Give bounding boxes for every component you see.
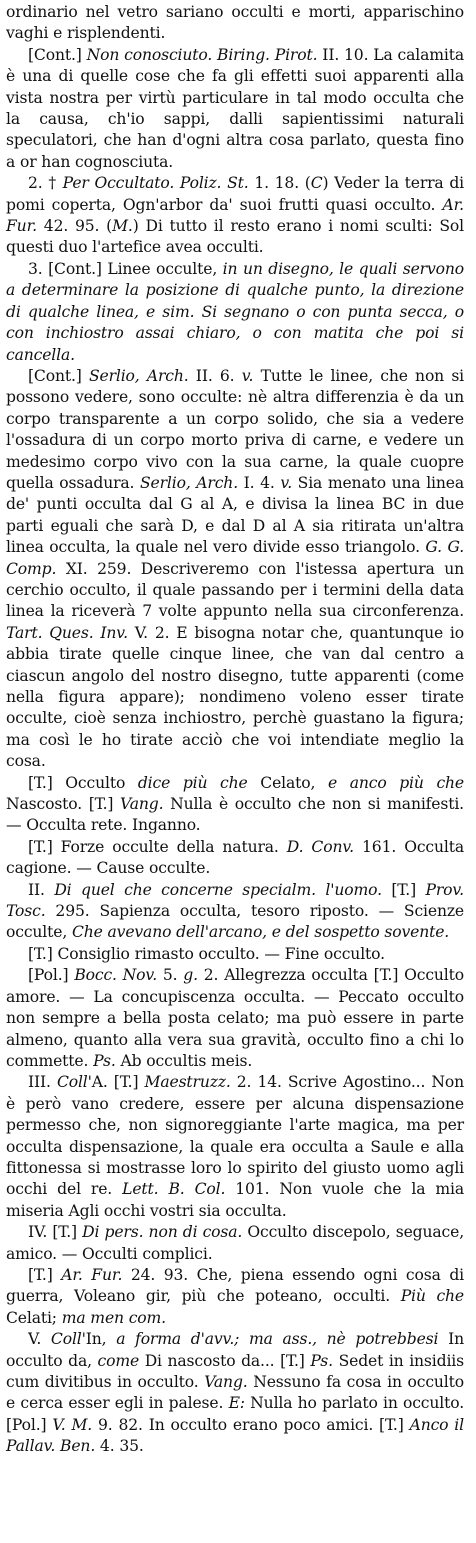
italic-text: Per Occultato. Poliz. St. (62, 174, 249, 193)
entry-paragraph-p1 (6, 2, 464, 45)
entry-paragraph-p5 (6, 366, 464, 773)
italic-text: Vang. (204, 1373, 248, 1391)
italic-text: Lett. B. Col. (122, 1180, 226, 1199)
text-run: In occulto da, (6, 1330, 464, 1370)
text-run: I. 4. (238, 473, 281, 492)
text-run: 24. 93. Che, piena essendo ogni cosa di guerra, Voleano gir, più che poteano, occulti. (6, 1265, 464, 1306)
text-run: A. [T.] (91, 1073, 145, 1092)
text-run: 42. 95. ( (36, 217, 113, 236)
text-run: 2. 14. Scrive Agostino... Non è però vano credere, essere per alcuna dispensazione permesso che, non signoreggiante l'arte magica, ma per occulta dispensazione, la quale era occulta a Saule e alla fittonessa si mostrasse loro lo spirito del giusto uomo agli occhi del re. (6, 1073, 464, 1199)
entry-paragraph-p12 (6, 1222, 464, 1265)
italic-text: Prov. Tosc. (6, 880, 464, 921)
text-run: [T.] Forze occulte della natura. (28, 837, 287, 856)
text-run: Sedet in insidiis cum divitibus in occulto. (6, 1351, 464, 1391)
text-run: Occulto discepolo, seguace, amico. — Occulti complici. (6, 1223, 465, 1263)
italic-text: C (310, 174, 323, 193)
italic-text: M. (112, 217, 133, 236)
text-run: 2. † (28, 174, 63, 193)
italic-text: Anco il Pallav. Ben. (6, 1415, 464, 1456)
text-run: Nascosto. [T.] (6, 795, 121, 814)
text-run: 101. Non vuole che la mia miseria Agli occhi vostri sia occulta. (6, 1180, 464, 1220)
text-run: ) Veder la terra di pomi coperta, Ogn'arbor da' suoi frutti quasi occulto. (6, 174, 464, 214)
italic-text: Coll' (50, 1330, 86, 1349)
text-run: XI. 259. Descriveremo con l'istessa apertura un cerchio occulto, il quale passando per i termini della data linea la riceverà 7 volte appunto nella sua circonferenza. (6, 559, 464, 621)
italic-text: Serlio, Arch. (88, 366, 189, 385)
entry-paragraph-p9 (6, 944, 464, 965)
italic-text: Vang. (120, 795, 164, 814)
text-run: ordinario nel vetro sariano occulti e morti, apparischino vaghi e risplendenti. (6, 3, 464, 43)
text-run: [T.] Consiglio rimasto occulto. — Fine occulto. (28, 944, 385, 963)
italic-text: G. G. Comp. (6, 538, 464, 578)
italic-text: a forma d'avv.; ma ass., nè potrebbesi (116, 1330, 439, 1349)
entry-paragraph-p8 (6, 880, 464, 944)
text-run: II. 6. (188, 366, 242, 385)
italic-text: V. M. (52, 1415, 93, 1434)
text-run: II. (28, 880, 55, 899)
entry-paragraph-p2 (6, 45, 464, 173)
italic-text: v. (280, 473, 293, 492)
text-run: Sia menato una linea de' punti occulta dal G al A, e divisa la linea BC in due parti eguali che sarà D, e dal D al A sia ritirata un'altra linea occulta, la quale nel vero divide esso triangolo. (6, 473, 464, 557)
italic-text: Bocc. Nov. (74, 966, 158, 985)
text-run: [Cont.] (28, 366, 89, 385)
italic-text: Di quel che concerne specialm. l'uomo. (54, 880, 382, 899)
text-run: V. (28, 1330, 51, 1349)
entry-paragraph-p6 (6, 773, 464, 837)
text-run: [Cont.] (28, 45, 87, 64)
text-run: ) Di tutto il resto erano i nomi sculti: Sol questi duo l'artefice avea occulti. (6, 217, 464, 257)
italic-text: g. (183, 966, 198, 985)
italic-text: Coll' (56, 1073, 92, 1092)
entry-paragraph-p3 (6, 173, 464, 259)
italic-text: Tart. Ques. Inv. (6, 623, 128, 642)
text-run: In, (85, 1330, 117, 1349)
text-run: Celati; (6, 1308, 62, 1327)
italic-text: dice più che (137, 773, 248, 792)
italic-text: Più che (400, 1287, 464, 1306)
italic-text: Non conosciuto. Biring. Pirot. (86, 45, 318, 64)
text-run: Di nascosto da... [T.] (139, 1351, 311, 1370)
entry-paragraph-p10 (6, 965, 464, 1072)
italic-text: in un disegno, le quali servono a determinare la posizione di qualche punto, la direzione di qualche linea, e sim. Si segnano o con punta secca, o con inchiostro assai chiaro, o con matita che poi si cancella. (6, 259, 464, 364)
italic-text: Ps. (310, 1351, 333, 1370)
italic-text: D. Conv. (286, 837, 354, 856)
text-run: Nulla ho parlato in occulto. [Pol.] (6, 1394, 465, 1434)
italic-text: e anco più che (327, 773, 464, 792)
entry-paragraph-p14 (6, 1329, 464, 1457)
text-run: 1. 18. ( (248, 174, 311, 193)
italic-text: Ar. Fur. (6, 195, 464, 236)
text-run: 161. Occulta cagione. — Cause occulte. (6, 837, 464, 878)
text-run: Tutte le linee, che non si possono vedere, sono occulte: nè altra differenzia è da un corpo transparente a un corpo solido, che sia a vedere l'ossadura di un corpo morto priva di carne, e vedere un medesimo corpo vivo con la sua carne, la quale cuopre quella ossadura. (6, 366, 465, 492)
text-run: 3. [Cont.] Linee occulte, (28, 259, 223, 278)
italic-text: Maestruzz. (144, 1073, 231, 1092)
text-run: II. 10. La calamita è una di quelle cose che fa gli effetti suoi apparenti alla vista nostra per virtù particulare in tal modo occulta che la causa, ch'io sappi, dalli sapientissimi naturali speculatori, che han d'ogni altra cosa parlato, questa fino a or han cognosciuta. (6, 45, 464, 171)
italic-text: Di pers. non di cosa. (82, 1223, 243, 1242)
text-run: 4. 35. (95, 1437, 144, 1456)
text-run: V. 2. E bisogna notar che, quantunque io abbia tirate quelle cinque linee, che van dal centro a ciascun angolo del nostro disegno, tutte apparenti (come nella figura appare); nondimeno voleno esser tirate occulte, cioè senza inchiostro, perchè guastano la figura; ma così le ho tirate acciò che voi intendiate meglio la cosa. (6, 623, 465, 771)
text-run: Ab occultis meis. (115, 1051, 253, 1070)
text-run: III. (28, 1073, 57, 1092)
entry-paragraph-p7 (6, 837, 464, 880)
text-run: Nessuno fa cosa in occulto e cerca esser egli in palese. (6, 1373, 464, 1413)
italic-text: ma men com. (61, 1308, 166, 1327)
italic-text: Ps. (93, 1051, 116, 1070)
text-run: Celato, (247, 773, 328, 792)
text-run: 2. Allegrezza occulta [T.] Occulto amore. — La concupiscenza occulta. — Peccato occulto non sempre a bella posta celato; ma può essere in parte almeno, quanto alla vera sua gravità, occulto fino a chi lo commette. (6, 966, 464, 1070)
text-run: [Pol.] (28, 966, 75, 985)
italic-text: Serlio, Arch. (140, 473, 239, 492)
italic-text: Ar. Fur. (61, 1265, 123, 1284)
text-run: 9. 82. In occulto erano poco amici. [T.] (92, 1415, 410, 1434)
text-run: [T.] (28, 1265, 62, 1284)
text-run: [T.] Occulto (28, 773, 138, 792)
text-run: Nulla è occulto che non si manifesti. — Occulta rete. Inganno. (6, 795, 464, 835)
italic-text: come (97, 1351, 140, 1370)
italic-text: Che avevano dell'arcano, e del sospetto sovente. (71, 923, 450, 942)
text-run: [T.] (381, 880, 426, 899)
text-run: IV. [T.] (28, 1223, 83, 1242)
italic-text: E: (228, 1394, 245, 1413)
entry-paragraph-p4 (6, 259, 464, 366)
entry-paragraph-p11 (6, 1072, 464, 1222)
text-run: 5. (157, 966, 184, 985)
text-run: 295. Sapienza occulta, tesoro riposto. — Scienze occulte, (6, 902, 464, 942)
entry-paragraph-p13 (6, 1265, 464, 1329)
italic-text: v. (241, 366, 254, 385)
